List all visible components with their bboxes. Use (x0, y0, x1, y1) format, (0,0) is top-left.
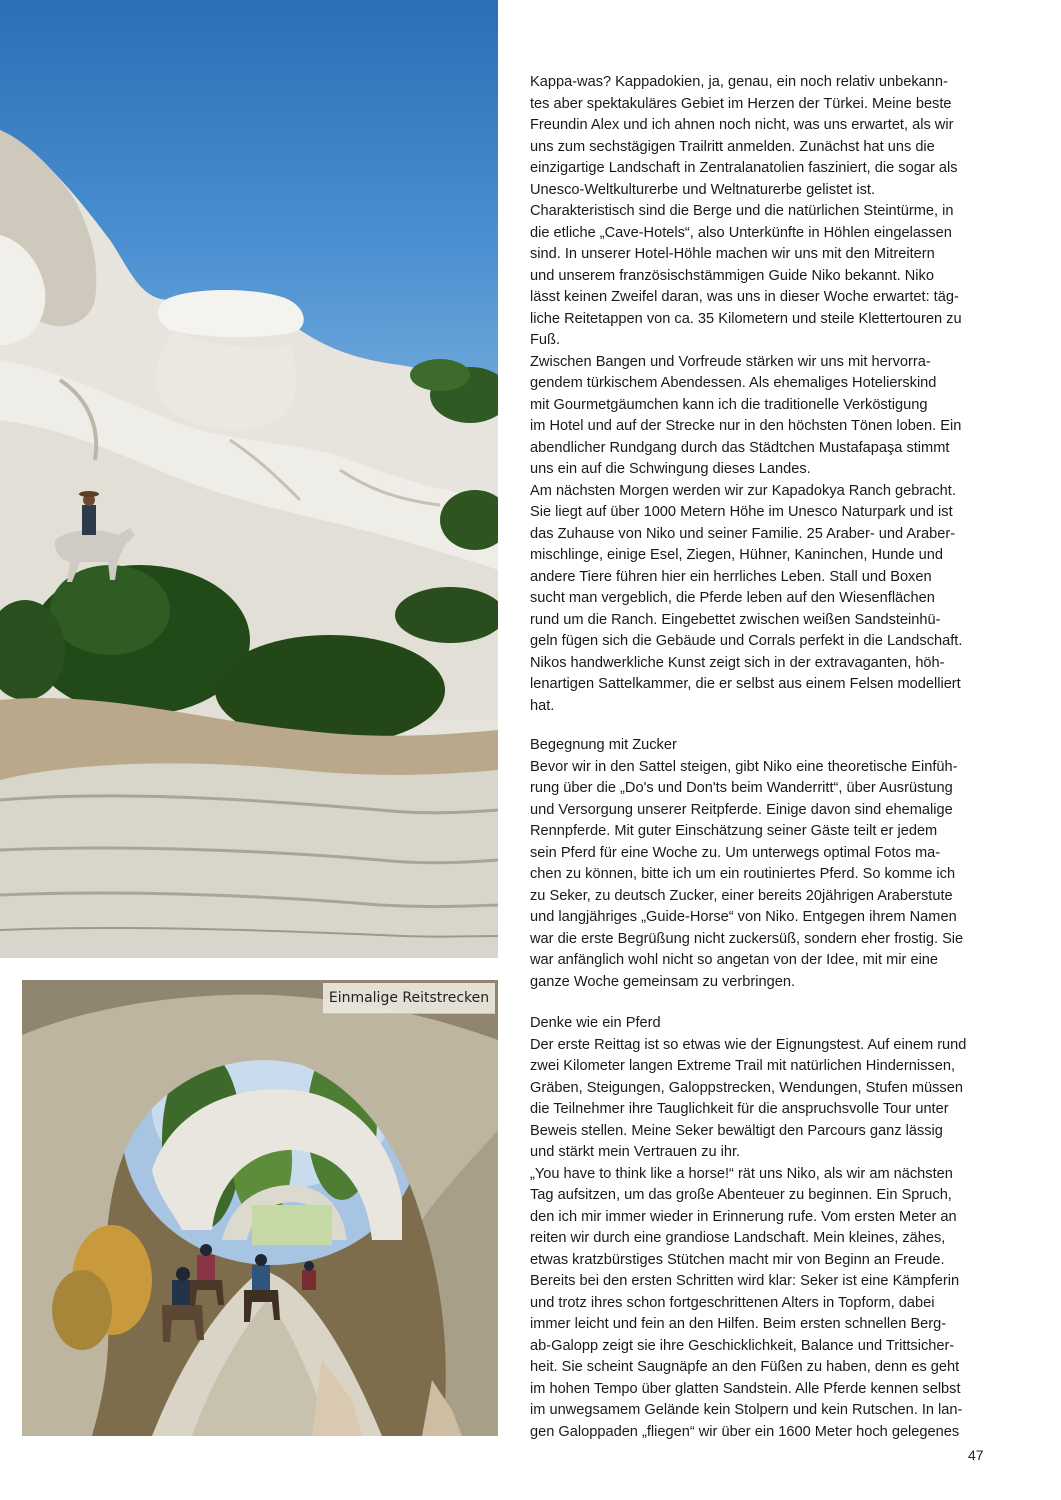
landscape-photo (0, 0, 498, 958)
rock-arch-trail-scene (22, 980, 498, 1436)
photo-caption: Einmalige Reitstrecken (323, 983, 495, 1014)
paragraph-eignungstest: Der erste Reittag ist so etwas wie der Eignungstest. Auf einem rund zwei Kilometer langen Extreme Trail mit natürlichen Hindernissen, Gräben, Steigungen, Galoppstrecken, Wendungen, Stufen müssen die Teilnehmer ihre Tauglichkeit für die anspruchsvolle Tour unter Beweis stellen. Meine Seker bewältigt den Parcours ganz lässig und stärkt mein Vertrauen zu ihr. (530, 1036, 967, 1160)
paragraph-intro: Kappa-was? Kappadokien, ja, genau, ein noch relativ unbekann- tes aber spektakuläres Gebiet im Herzen der Türkei. Meine beste Freundin Alex und ich ahnen noch nicht, was uns erwartet, als wir uns zum sechstägigen Trailritt anmelden. Zunächst hat uns die einzigartige Landschaft in Zentralanatolien fasziniert, die sogar als Unesco-Weltkulturerbe und Weltnaturerbe gelistet ist. Charakteristisch sind die Berge und die natürlichen Steintürme, in die etliche „Cave-Hotels“, also Unterkünfte in Höhlen eingelassen sind. In unserer Hotel-Höhle machen wir uns mit den Mitreitern und unserem französischstämmigen Guide Niko bekannt. Niko lässt keinen Zweifel daran, was uns in dieser Woche erwartet: täg- liche Reitetappen von ca. 35 Kilometern und steile Klettertouren zu Fuß. (530, 74, 962, 348)
rock-arch-photo (22, 980, 498, 1436)
section-begegnung (530, 735, 1000, 993)
page-number: 47 (968, 1447, 984, 1463)
cappadocia-rock-landscape (0, 0, 498, 958)
section-denke (530, 1013, 1000, 1443)
paragraph-ranch: Am nächsten Morgen werden wir zur Kapadokya Ranch gebracht. Sie liegt auf über 1000 Metern Höhe im Unesco Naturpark und ist das Zuhause von Niko und seiner Familie. 25 Araber- und Araber- mischlinge, einige Esel, Ziegen, Hühner, Kaninchen, Hunde und andere Tiere führen hier ein herrliches Leben. Stall und Boxen sucht man vergeblich, die Pferde leben auf den Wiesenflächen rund um die Ranch. Eingebettet zwischen weißen Sandsteinhü- geln fügen sich die Gebäude und Corrals perfekt in die Landschaft. Nikos handwerkliche Kunst zeigt sich in der extravaganten, höh- lenartigen Sattelkammer, die er selbst aus einem Felsen modelliert hat. (530, 482, 963, 714)
section-heading: Begegnung mit Zucker (530, 737, 677, 753)
section-heading: Denke wie ein Pferd (530, 1015, 661, 1031)
paragraph-think-like-horse: „You have to think like a horse!“ rät uns Niko, als wir am nächsten Tag aufsitzen, um das große Abenteuer zu beginnen. Ein Spruch, den ich mir immer wieder in Erinnerung rufe. Vom ersten Meter an reiten wir durch eine grandiose Landschaft. Mein kleines, zähes, etwas kratzbürstiges Stütchen macht mir von Beginn an Freude. Bereits bei den ersten Schritten wird klar: Seker ist eine Kämpferin und trotz ihres schon fortgeschrittenen Alters in Topform, dabei immer leicht und fein an den Hilfen. Beim ersten schnellen Berg- ab-Galopp zeigt sie ihre Geschicklichkeit, Balance und Trittsicher- heit. Sie scheint Saugnäpfe an den Füßen zu haben, denn es geht im hohen Tempo über glatten Sandstein. Alle Pferde kennen selbst im unwegsamem Gelände kein Stolpern und kein Rutschen. In lan- gen Galoppaden „fliegen“ wir über ein 1600 Meter hoch gelegenes (530, 1165, 963, 1440)
paragraph-dinner: Zwischen Bangen und Vorfreude stärken wir uns mit hervorra- gendem türkischem Abendessen. Als ehemaliges Hotelierskind mit Gourmetgäumchen kann ich die traditionelle Verköstigung im Hotel und auf der Strecke nur in den höchsten Tönen loben. Ein abendlicher Rundgang durch das Städtchen Mustafapaşa stimmt uns ein auf die Schwingung dieses Landes. (530, 353, 962, 477)
intro-section (530, 72, 1000, 717)
paragraph-seker: Bevor wir in den Sattel steigen, gibt Niko eine theoretische Einfüh- rung über die „Do's und Don'ts beim Wanderritt“, über Ausrüstung und Versorgung unserer Reitpferde. Einige davon sind ehemalige Rennpferde. Mit guter Einschätzung seiner Gäste teilt er jedem sein Pferd für eine Woche zu. Um unterwegs optimal Fotos ma- chen zu können, bitte ich um ein routiniertes Pferd. So komme ich zu Seker, zu deutsch Zucker, einer bereits 20jährigen Araberstute und langjähriges „Guide-Horse“ von Niko. Entgegen ihrem Namen war die erste Begrüßung nicht zuckersüß, sondern eher frostig. Sie war anfänglich wohl nicht so angetan von der Idee, mit mir eine ganze Woche gemeinsam zu verbringen. (530, 758, 964, 990)
